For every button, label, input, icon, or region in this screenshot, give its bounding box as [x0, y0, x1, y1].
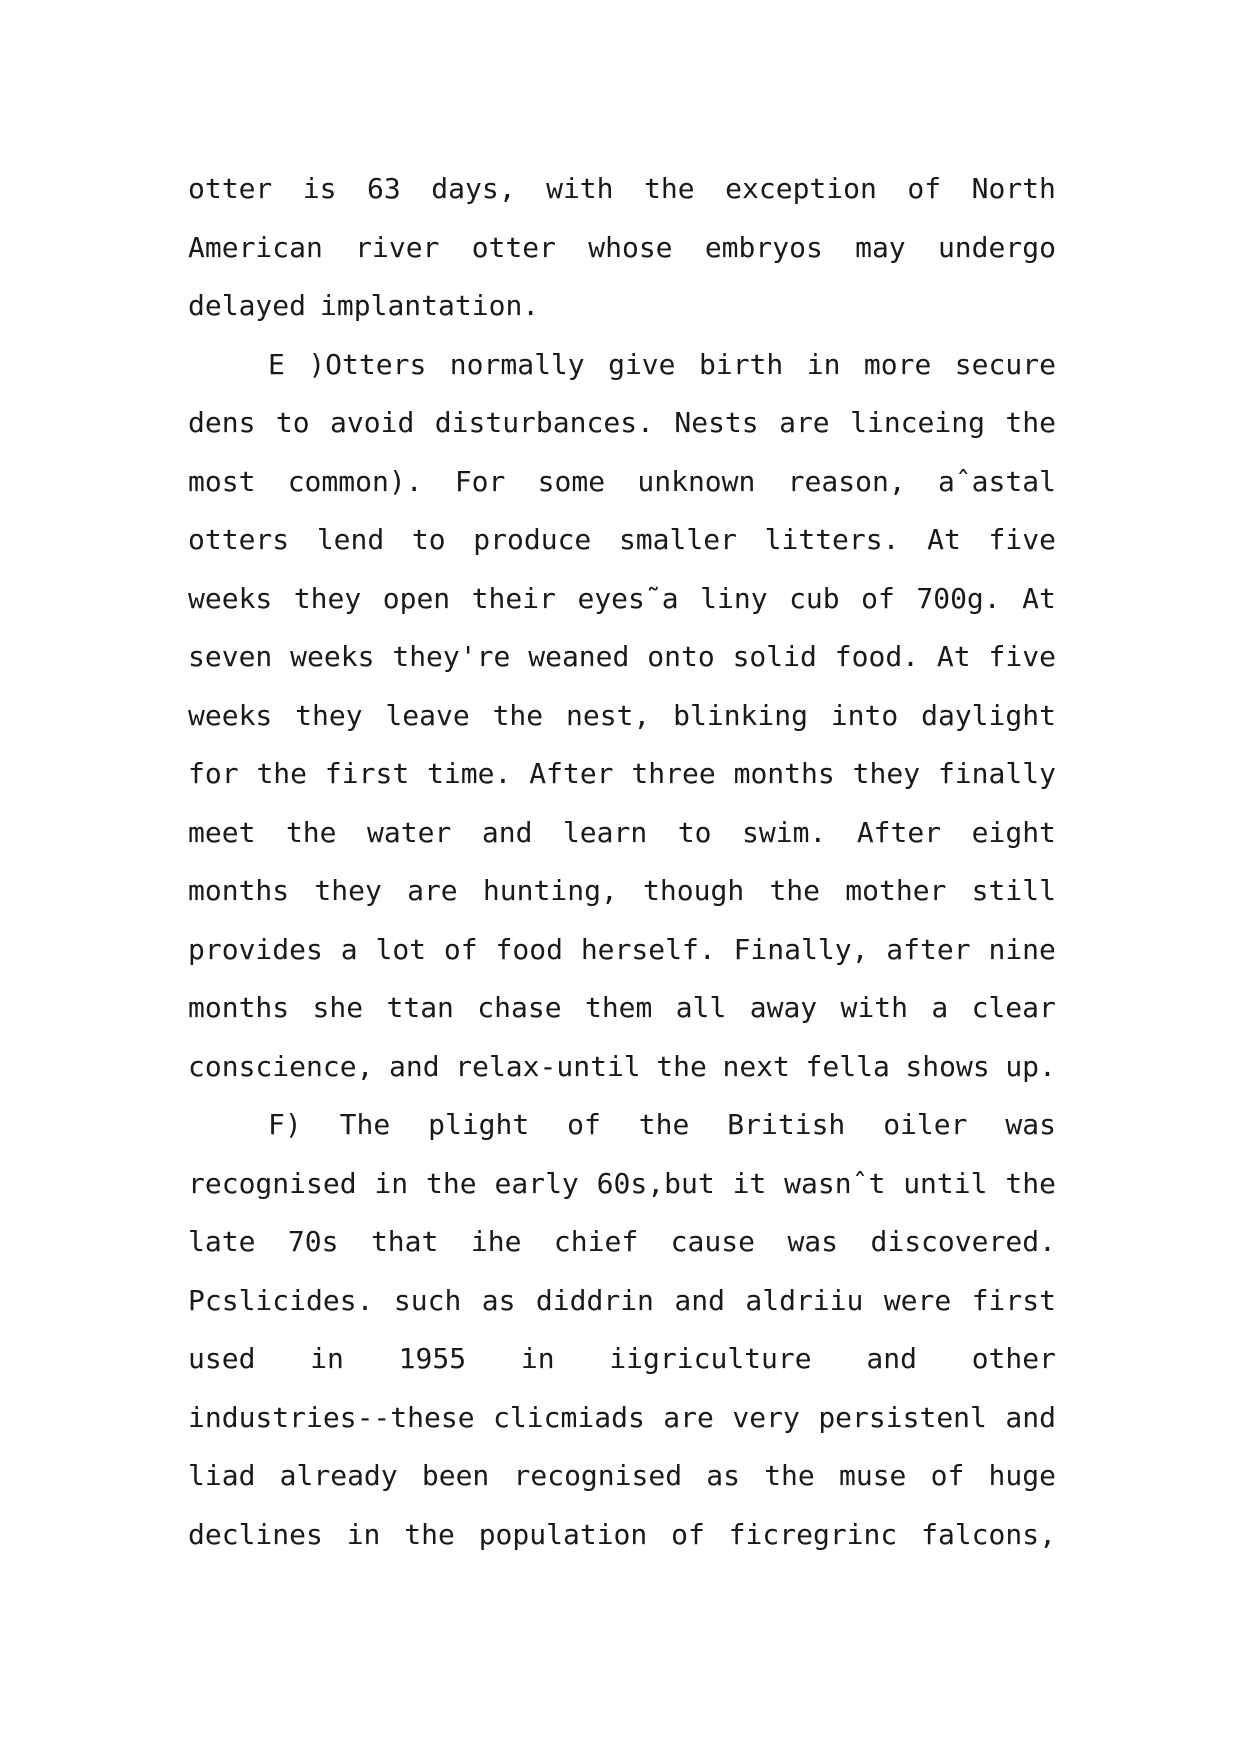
- word: industries--these: [188, 1400, 475, 1434]
- word: ficregrinc: [728, 1517, 898, 1551]
- word: wasnˆt: [784, 1166, 886, 1200]
- word: common).: [287, 464, 423, 498]
- word: mother: [845, 874, 947, 907]
- word: At: [1022, 581, 1056, 615]
- word: it: [732, 1166, 767, 1200]
- word: the: [404, 1517, 455, 1551]
- word: aˆastal: [937, 464, 1056, 498]
- word: 70s: [287, 1225, 339, 1258]
- word: she: [312, 991, 364, 1024]
- text-line: [188, 453, 1056, 512]
- text-line: [188, 1330, 1056, 1389]
- word: may: [855, 230, 906, 264]
- word: British: [727, 1108, 846, 1141]
- word: smaller: [618, 523, 737, 556]
- word: and: [1005, 1400, 1056, 1434]
- word: birth: [698, 347, 784, 381]
- text-line: [188, 979, 1056, 1038]
- word: were: [883, 1283, 952, 1317]
- body-text: [188, 160, 1056, 1564]
- word: first: [971, 1283, 1056, 1317]
- word: otters: [188, 523, 290, 556]
- word: first: [324, 757, 410, 790]
- word: cause: [670, 1225, 755, 1258]
- word: next: [722, 1049, 790, 1083]
- word: linceing: [850, 406, 985, 439]
- word: undergo: [937, 230, 1056, 264]
- word: they: [852, 757, 921, 790]
- word: five: [988, 640, 1056, 673]
- word: is: [302, 172, 337, 205]
- text-line: [188, 804, 1056, 863]
- word: already: [279, 1459, 398, 1492]
- word: the: [638, 1108, 690, 1141]
- word: of: [443, 932, 478, 966]
- word: five: [988, 523, 1056, 556]
- word: time.: [427, 757, 512, 790]
- word: used: [188, 1342, 256, 1375]
- word: into: [830, 698, 899, 732]
- text-line: [188, 745, 1056, 804]
- word: river: [355, 230, 440, 264]
- word: After: [856, 815, 942, 849]
- word: they: [314, 874, 382, 907]
- word: in: [374, 1166, 409, 1200]
- word: persistenl: [818, 1400, 987, 1434]
- word: of: [861, 581, 895, 615]
- word: in: [310, 1342, 344, 1375]
- word: hunting,: [482, 874, 618, 907]
- word: secure: [954, 347, 1056, 381]
- word: the: [644, 172, 695, 205]
- word: nest,: [565, 698, 651, 732]
- word: with: [546, 172, 614, 205]
- text-line: [188, 160, 1056, 219]
- word: months: [188, 874, 290, 907]
- text-line: [188, 511, 1056, 570]
- word: they: [295, 698, 363, 732]
- word: in: [346, 1517, 381, 1551]
- word: are: [663, 1400, 714, 1434]
- word: unknown: [637, 464, 756, 498]
- word: that: [370, 1225, 439, 1258]
- word: open: [382, 581, 451, 615]
- word: for: [188, 757, 239, 790]
- word: Finally,: [733, 932, 869, 966]
- word: the: [769, 874, 821, 907]
- word: though: [643, 874, 745, 907]
- word: other: [971, 1342, 1056, 1375]
- word: of: [671, 1517, 705, 1551]
- word: exception: [725, 172, 877, 205]
- word: herself.: [580, 932, 716, 966]
- word: been: [421, 1459, 490, 1492]
- text-line: [188, 1096, 1056, 1155]
- word: After: [529, 757, 614, 790]
- word: a: [340, 932, 358, 966]
- word: seven: [188, 640, 273, 673]
- word: to: [677, 815, 712, 849]
- word: they're: [392, 640, 511, 673]
- text-line: [188, 628, 1056, 687]
- word: them: [584, 991, 653, 1024]
- word: the: [1005, 406, 1056, 439]
- word: most: [188, 464, 256, 498]
- word: At: [927, 523, 961, 556]
- word: lot: [375, 932, 427, 966]
- text-line: [188, 570, 1056, 629]
- word: fella: [805, 1049, 890, 1083]
- word: 700g.: [916, 581, 1001, 615]
- word: until: [903, 1166, 988, 1200]
- word: all: [675, 991, 727, 1024]
- word: are: [779, 406, 830, 439]
- word: muse: [838, 1459, 907, 1492]
- word: meet: [188, 815, 256, 849]
- word: blinking: [673, 698, 808, 732]
- word: plight: [428, 1108, 530, 1141]
- text-line: [188, 394, 1056, 453]
- word: was: [1005, 1108, 1056, 1141]
- word: three: [631, 757, 716, 790]
- word: recognised: [513, 1459, 683, 1492]
- word: normally: [449, 347, 585, 381]
- word: such: [393, 1283, 462, 1317]
- word: their: [471, 581, 556, 615]
- word: shows: [905, 1049, 990, 1083]
- word: up.: [1005, 1049, 1056, 1083]
- word: litters.: [764, 523, 900, 556]
- word: E: [268, 347, 285, 381]
- text-line: [188, 921, 1056, 980]
- word: food: [495, 932, 563, 966]
- word: away: [749, 991, 818, 1024]
- word: days,: [431, 172, 516, 205]
- word: relax-until: [455, 1049, 641, 1083]
- word: cub: [789, 581, 840, 615]
- word: and: [481, 815, 533, 849]
- word: population: [478, 1517, 648, 1551]
- text-line: [188, 1389, 1056, 1448]
- word: dens: [188, 406, 256, 439]
- word: At: [936, 640, 971, 673]
- word: North: [971, 172, 1056, 205]
- word: water: [367, 815, 452, 849]
- word: Pcslicides.: [188, 1283, 374, 1317]
- word: weeks: [188, 581, 273, 615]
- word: delayed: [188, 289, 307, 322]
- word: nine: [988, 932, 1056, 966]
- word: onto: [647, 640, 715, 673]
- word: food.: [834, 640, 920, 673]
- word: oiler: [883, 1108, 968, 1141]
- text-line: [188, 336, 1056, 395]
- text-line: [188, 219, 1056, 278]
- word: still: [971, 874, 1056, 907]
- word: of: [930, 1459, 965, 1492]
- word: 60s,but: [596, 1166, 715, 1200]
- word: reason,: [787, 464, 906, 498]
- word: to: [275, 406, 310, 439]
- word: weeks: [188, 698, 273, 732]
- word: falcons,: [921, 1517, 1056, 1551]
- word: in: [806, 347, 841, 381]
- word: leave: [385, 698, 470, 732]
- word: The: [339, 1108, 391, 1141]
- word: whose: [588, 230, 673, 264]
- word: the: [285, 815, 337, 849]
- word: solid: [732, 640, 817, 673]
- word: avoid: [330, 406, 415, 439]
- word: clear: [971, 991, 1056, 1024]
- word: of: [907, 172, 942, 205]
- word: of: [567, 1108, 601, 1141]
- text-line: [188, 277, 1056, 336]
- word: 1955: [398, 1342, 467, 1375]
- word: otter: [188, 172, 273, 205]
- word: was: [787, 1225, 839, 1258]
- word: conscience,: [188, 1049, 374, 1083]
- word: give: [608, 347, 676, 381]
- word: Nests: [674, 406, 759, 439]
- word: huge: [988, 1459, 1056, 1492]
- word: the: [656, 1049, 707, 1083]
- word: late: [188, 1225, 256, 1258]
- text-line: [188, 1447, 1056, 1506]
- word: the: [256, 757, 308, 790]
- word: early: [494, 1166, 579, 1200]
- word: as: [706, 1459, 740, 1492]
- word: weaned: [528, 640, 630, 673]
- word: and: [866, 1342, 917, 1375]
- word: weeks: [290, 640, 375, 673]
- word: and: [389, 1049, 440, 1083]
- word: liny: [700, 581, 768, 615]
- word: otter: [471, 230, 556, 264]
- word: months: [733, 757, 835, 790]
- word: eight: [971, 815, 1056, 849]
- word: provides: [188, 932, 323, 966]
- word: For: [454, 464, 506, 498]
- word: with: [840, 991, 908, 1024]
- word: after: [886, 932, 971, 966]
- word: some: [537, 464, 606, 498]
- word: months: [188, 991, 290, 1024]
- word: disturbances.: [434, 406, 654, 439]
- word: as: [481, 1283, 516, 1317]
- word: recognised: [188, 1166, 357, 1200]
- text-line: [188, 1213, 1056, 1272]
- text-line: [188, 687, 1056, 746]
- text-line: [188, 1038, 1056, 1097]
- word: aldriiu: [745, 1283, 864, 1317]
- word: more: [863, 347, 932, 381]
- word: a: [931, 991, 949, 1024]
- word: in: [520, 1342, 555, 1375]
- word: the: [764, 1459, 815, 1492]
- word: chase: [477, 991, 562, 1024]
- word: liad: [188, 1459, 256, 1492]
- word: finally: [937, 757, 1056, 790]
- word: lend: [316, 523, 385, 556]
- word: to: [411, 523, 446, 556]
- word: discovered.: [870, 1225, 1056, 1258]
- word: clicmiads: [493, 1400, 645, 1434]
- text-line: [188, 1155, 1056, 1214]
- word: iigriculture: [609, 1342, 812, 1375]
- word: ihe: [470, 1225, 522, 1258]
- word: very: [732, 1400, 800, 1434]
- word: declines: [188, 1517, 323, 1551]
- word: 63: [367, 172, 401, 205]
- word: are: [407, 874, 458, 907]
- word: ttan: [386, 991, 454, 1024]
- word: eyes˜a: [577, 581, 679, 615]
- word: they: [293, 581, 362, 615]
- word: )Otters: [308, 347, 427, 381]
- word: the: [492, 698, 544, 732]
- word: produce: [473, 523, 592, 556]
- word: diddrin: [535, 1283, 654, 1317]
- word: daylight: [921, 698, 1056, 732]
- text-line: [188, 1506, 1056, 1565]
- word: implantation.: [320, 289, 540, 322]
- word: learn: [562, 815, 648, 849]
- word: the: [1005, 1166, 1056, 1200]
- text-line: [188, 1272, 1056, 1331]
- word: embryos: [704, 230, 823, 264]
- word: swim.: [742, 815, 827, 849]
- word: American: [188, 230, 323, 264]
- word: chief: [553, 1225, 639, 1258]
- text-line: [188, 862, 1056, 921]
- word: and: [674, 1283, 725, 1317]
- word: F): [268, 1108, 302, 1141]
- word: the: [426, 1166, 477, 1200]
